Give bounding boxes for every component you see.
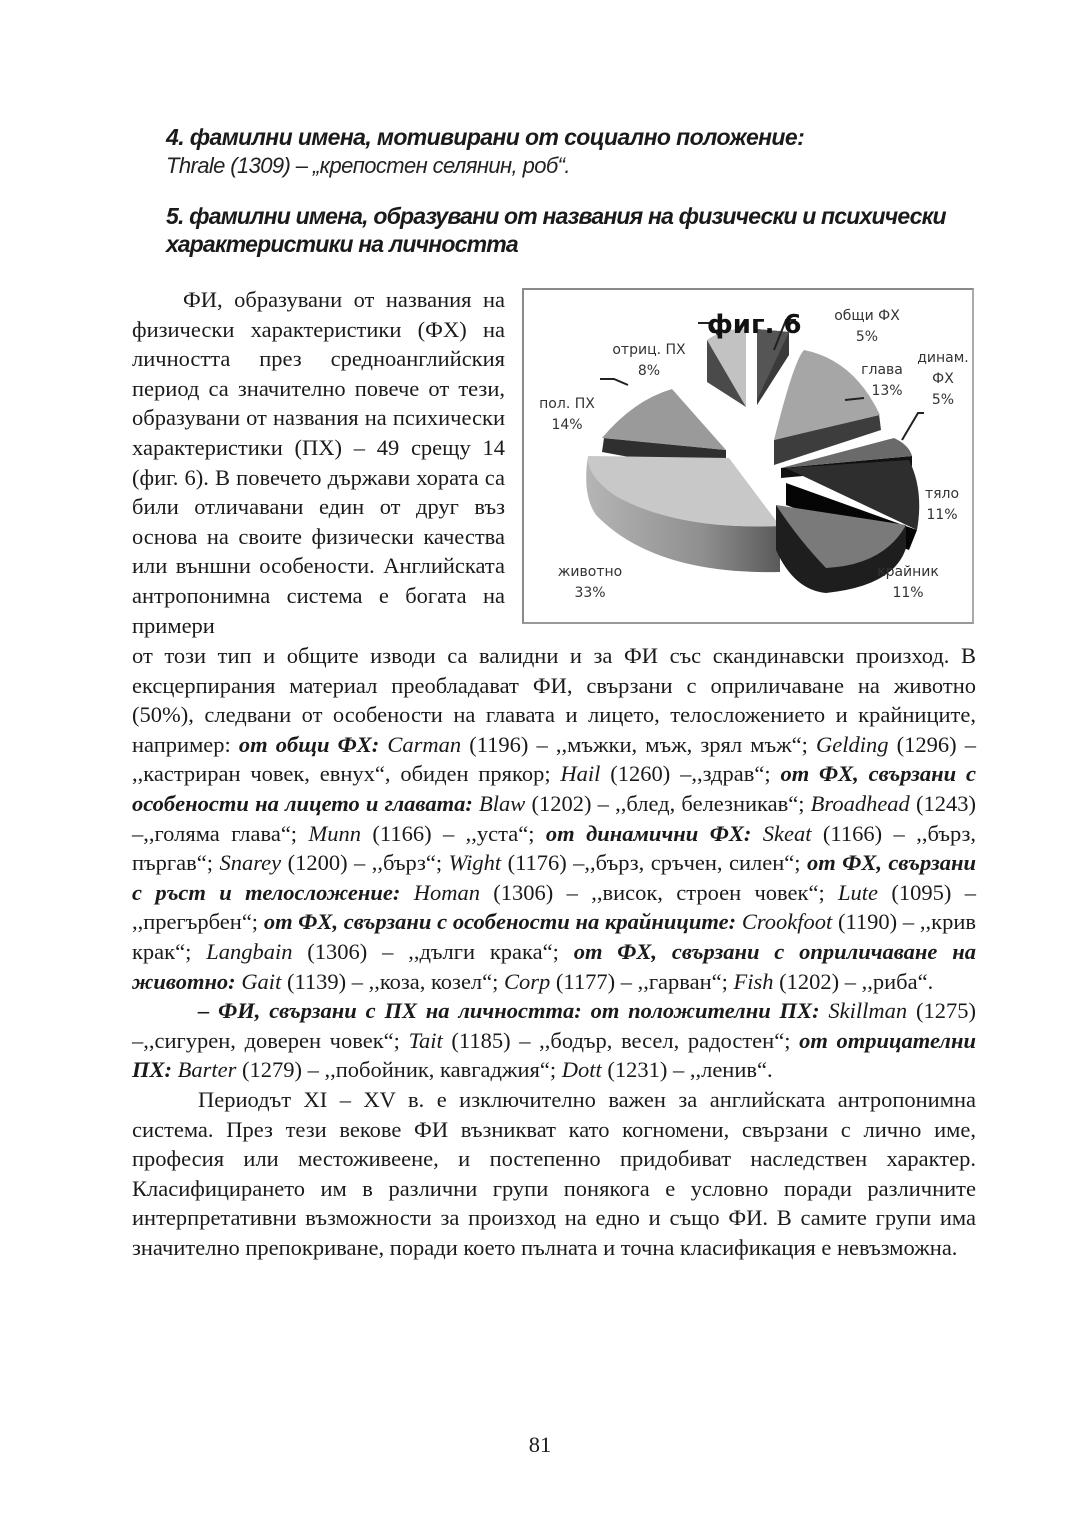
pie-chart-figure-6 (522, 288, 974, 624)
intro-paragraph: ФИ, образувани от названия на физически характеристики (ФХ) на личността през средноанглийския период са значително повече от тези, образувани от названия на психически характеристики (ПХ) – 49 срещу 14 (фиг. 6). В повечето държави хората са били отличавани един от друг въз основа на своите физически качества или външни особености. Английската антропонимна система е богата на примери (132, 287, 505, 638)
label-dynamic-physical: динам. ФХ 5% (917, 350, 969, 408)
label-negative-psych: отриц. ПХ 8% (612, 342, 686, 379)
label-limb: крайник 11% (877, 564, 939, 601)
label-body: тяло 11% (924, 486, 960, 523)
slice-animal (586, 456, 780, 572)
page-number: 81 (528, 1432, 552, 1457)
label-positive-psych: пол. ПХ 14% (539, 396, 595, 433)
label-animal: животно 33% (557, 564, 623, 601)
slice-negative-psych (707, 329, 746, 407)
section-5-heading: 5. фамилни имена, образувани от названия на физически и психически характеристики на личността (166, 203, 946, 257)
paragraph-period-summary: Периодът XI – XV в. е изключително важен за английската антропонимна система. През тези векове ФИ възникват като когномени, свързани с лично име, професия или местоживеене, и постепенно придобиват наследствен характер. Класифицирането им в различни групи понякога е условно поради различните интерпретативни възможности за произход на едно и също ФИ. В самите групи има значително препокриване, поради което пълната и точна класификация е невъзможна. (132, 1086, 976, 1260)
slice-general-physical (757, 329, 789, 405)
main-text-block (132, 641, 976, 1262)
chart-title: фиг. 6 (707, 310, 802, 340)
paragraph-physical-examples: от този тип и общите изводи са валидни и за ФИ със скандинавски произход. В ексцерпирания материал преобладават ФИ, свързани с оприличаване на животно (50%), следвани от особености на главата и лицето, телосложението и крайниците, например: от общи ФХ: Carman (1196) – ,,мъжки, мъж, зрял мъж“; Gelding (1296) – ,,кастриран човек, евнух“, обиден прякор; Hail (1260) –,,здрав“; от ФХ, свързани с особености на лицето и главата: Blaw (1202) – ,,блед, белезникав“; Broadhead (1243) –,,голяма глава“; Munn (1166) – ,,уста“; от динамични ФХ: Skeat (1166) – ,,бърз, пъргав“; Snarey (1200) – ,,бърз“; Wight (1176) –,,бърз, сръчен, силен“; от ФХ, свързани с ръст и телосложение: Homan (1306) – ,,висок, строен човек“; Lute (1095) – ,,прегърбен“; от ФХ, свързани с особености на крайниците: Crookfoot (1190) – ,,крив крак“; Langbain (1306) – ,,дълги крака“; от ФХ, свързани с оприличаване на животно: Gait (1139) – ,,коза, козел“; Corp (1177) – ,,гарван“; Fish (1202) – ,,риба“. (132, 643, 977, 994)
paragraph-psychological-examples: – ФИ, свързани с ПХ на личността: от положителни ПХ: Skillman (1275) –,,сигурен, доверен човек“; Tait (1185) – ,,бодър, весел, радостен“; от отрицателни ПХ: Barter (1279) – ,,побойник, кавгаджия“; Dott (1231) – ,,ленив“. (132, 998, 976, 1083)
label-general-physical: общи ФХ 5% (834, 308, 900, 345)
label-head: глава 13% (861, 362, 903, 399)
intro-paragraph-column (132, 285, 505, 640)
section-4-example: Thrale (1309) – „крепостен селянин, роб“. (166, 153, 570, 178)
section-4-heading: 4. фамилни имена, мотивирани от социално положение: (166, 124, 805, 150)
